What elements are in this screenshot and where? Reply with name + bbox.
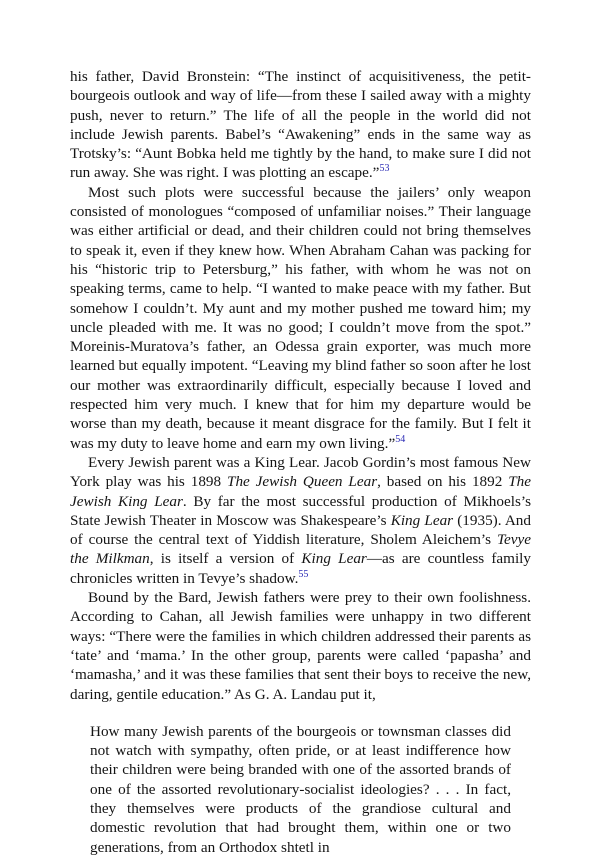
text-run: (1935). And of course the central text of Yiddish literature, Sholem Aleichem’s — [70, 511, 531, 549]
page-body — [70, 67, 531, 857]
paragraph — [70, 588, 531, 704]
paragraph — [70, 453, 531, 588]
paragraph — [70, 183, 531, 453]
italic-title: King Lear — [301, 550, 367, 568]
text-run: —as are countless family chronicles written in Tevye’s shadow. — [70, 550, 531, 587]
text-run: Bound by the Bard, Jewish fathers were prey to their own foolishness. According to Cahan, all Jewish families were unhappy in two different ways: “There were the families in which children addressed their parents as ‘tate’ and ‘mama.’ In the other group, parents were called ‘papasha’ and ‘mamasha,’ and it was these families that sent their boys to receive the new, daring, gentile education.” As G. A. Landau put it, — [70, 589, 531, 703]
footnote-ref[interactable]: 55 — [298, 568, 309, 580]
paragraph — [70, 67, 531, 183]
italic-title: The Jewish King Lear — [70, 473, 531, 510]
text-run: Most such plots were successful because the jailers’ only weapon consisted of monologues “composed of unfamiliar noises.” Their language was either artificial or dead, and their children could not bring themselves to speak it, even if they knew how. When Abraham Cahan was packing for his “historic trip to Petersburg,” his father, with whom he was not on speaking terms, came to help. “I wanted to make peace with my father. But somehow I couldn’t. My aunt and my mother pushed me toward him; my uncle pleaded with me. It was no good; I couldn’t move from the spot.” Moreinis-Muratova’s father, an Odessa grain exporter, was much more learned but equally impotent. “Leaving my blind father so soon after he lost our mother was extraordinarily difficult, especially because I loved and respected him very much. I knew that for him my departure would be worse than my death, because it meant disgrace for the family. But I felt it was my duty to leave home and earn my own living.” — [70, 183, 531, 452]
italic-title: Tevye the Milkman — [70, 531, 531, 568]
italic-title: The Jewish Queen Lear — [227, 473, 378, 491]
italic-title: King Lear — [390, 511, 454, 529]
block-quote: How many Jewish parents of the bourgeois or townsman classes did not watch with sympathy, often pride, or at least indifference how their children were being branded with one of the assorted brands of one of the assorted revolutionary-socialist ideologies? . . . In fact, they themselves were products of the grandiose cultural and domestic revolution that had brought them, within one or two generations, from an Orthodox shtetl in — [90, 722, 511, 856]
text-run: , based on his 1892 — [377, 473, 509, 491]
footnote-ref[interactable]: 54 — [395, 433, 406, 445]
text-run: his father, David Bronstein: “The instinct of acquisitiveness, the petit-bourgeois outlook and way of life—from these I sailed away with a mighty push, never to return.” The life of all the people in the world did not include Jewish parents. Babel’s “Awakening” ends in the same way as Trotsky’s: “Aunt Bobka held me tightly by the hand, to make sure I did not run away. She was right. I was plotting an escape.” — [70, 68, 531, 182]
text-run: . By far the most successful production of Mikhoels’s State Jewish Theater in Moscow was Shakespeare’s — [70, 492, 531, 529]
footnote-ref[interactable]: 53 — [379, 163, 390, 175]
text-run: , is itself a version of — [149, 550, 302, 568]
text-run: Every Jewish parent was a King Lear. Jacob Gordin’s most famous New York play was his 1898 — [70, 453, 531, 491]
